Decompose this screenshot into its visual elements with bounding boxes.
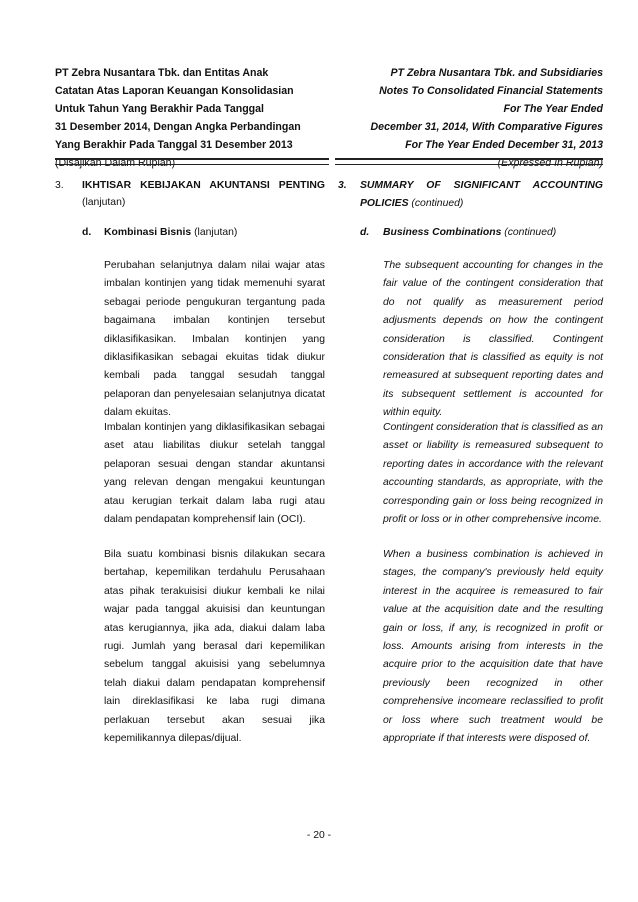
header-right-line: Notes To Consolidated Financial Statements — [379, 85, 603, 97]
right-paragraph-2: Contingent consideration that is classified as an asset or liability is remeasured subsequent to reporting dates in accordance with the relevant accounting standards, as appropriate, with the corresponding gain or loss being recognized in profit or loss or in other comprehensive income. — [383, 422, 603, 526]
header-right — [330, 64, 603, 172]
header-left-line: 31 Desember 2014, Dengan Angka Perbandingan — [55, 121, 301, 133]
right-sub-heading — [383, 224, 556, 242]
right-section-continued: (continued) — [411, 198, 464, 209]
right-sub-continued: (continued) — [504, 227, 557, 238]
header-left-line: Catatan Atas Laporan Keuangan Konsolidasian — [55, 85, 294, 97]
left-sub-title: Kombinasi Bisnis — [104, 227, 192, 238]
header-divider-left — [55, 158, 329, 165]
right-section-number: 3. — [338, 180, 347, 191]
right-paragraph-3: When a business combination is achieved in stages, the company's previously held equity interest in the acquiree is remeasured to fair value at the acquisition date and the resulting gain or loss, if any, is recognized in profit or loss. Amounts arising from interests in the acquire prior to the acquisition date that have previously been recognized in other comprehensive incomeare reclassified to profit or loss where such treatment would be appropriate if that interests were disposed of. — [383, 549, 603, 745]
right-sub-title: Business Combinations — [383, 227, 502, 238]
left-paragraph-2: Imbalan kontinjen yang diklasifikasikan sebagai aset atau liabilitas diukur setelah tanggal pelaporan sesuai dengan standar akuntansi yang relevan dengan mengakui keuntungan atau kerugian terkait dalam laba rugi atau dalam pendapatan komprehensif lain (OCI). — [104, 422, 325, 526]
header-left-line: PT Zebra Nusantara Tbk. dan Entitas Anak — [55, 67, 269, 79]
right-section-heading — [360, 177, 603, 213]
left-section-title: IKHTISAR KEBIJAKAN AKUNTANSI PENTING — [82, 180, 325, 191]
header-right-line: For The Year Ended December 31, 2013 — [405, 139, 603, 151]
left-paragraph-3: Bila suatu kombinasi bisnis dilakukan secara bertahap, kepemilikan terdahulu Perusahaan atas pihak terakuisisi diukur kembali ke nilai wajar pada tanggal akuisisi dan keuntungan atas kerugiannya, jika ada, diakui dalam laba rugi. Jumlah yang berasal dari kepemilikan sebelum tanggal akuisisi yang sebelumnya telah diakui dalam pendapatan komprehensif lain direklasifikasi ke laba rugi dimana perlakuan tersebut akan sesuai jika kepemilikannya dilepas/dijual. — [104, 549, 325, 745]
header-right-line: December 31, 2014, With Comparative Figures — [370, 121, 603, 133]
right-section-title: SUMMARY OF SIGNIFICANT ACCOUNTING POLICIES — [360, 180, 603, 209]
header-left-line: Untuk Tahun Yang Berakhir Pada Tanggal — [55, 103, 264, 115]
left-sub-heading — [104, 224, 237, 242]
left-paragraph-1: Perubahan selanjutnya dalam nilai wajar atas imbalan kontinjen yang tidak memenuhi syarat sebagai periode pengukuran tergantung pada bagaimana imbalan kontinjen tersebut diklasifikasikan. Imbalan kontinjen yang diklasifikasikan sebagai ekuitas tidak diukur kembali pada tanggal sesudah tanggal pelaporan dan penyelesaian selanjutnya dicatat dalam ekuitas. — [104, 260, 325, 419]
header-divider-right — [335, 158, 603, 165]
left-sub-continued: (lanjutan) — [194, 227, 238, 238]
page-number: - 20 - — [306, 830, 332, 841]
left-section-continued: (lanjutan) — [82, 197, 126, 208]
header-right-line: (Expressed In Rupiah) — [497, 157, 603, 169]
left-section-number: 3. — [55, 180, 64, 191]
header-right-line: For The Year Ended — [503, 103, 603, 115]
right-paragraph-1: The subsequent accounting for changes in the fair value of the contingent consideration that do not qualify as measurement period adjusments depends on how the contingent consideration is classified. Contingent consideration that is classified as equity is not remeasured at subsequent reporting dates and its subsequent settlement is accounted for within equity. — [383, 260, 603, 419]
header-left-line: (Disajikan Dalam Rupiah) — [55, 157, 176, 169]
header-left — [55, 64, 329, 172]
header-right-line: PT Zebra Nusantara Tbk. and Subsidiaries — [390, 67, 603, 79]
right-sub-letter: d. — [360, 227, 370, 238]
header-left-line: Yang Berakhir Pada Tanggal 31 Desember 2013 — [55, 139, 293, 151]
left-sub-letter: d. — [82, 227, 92, 238]
